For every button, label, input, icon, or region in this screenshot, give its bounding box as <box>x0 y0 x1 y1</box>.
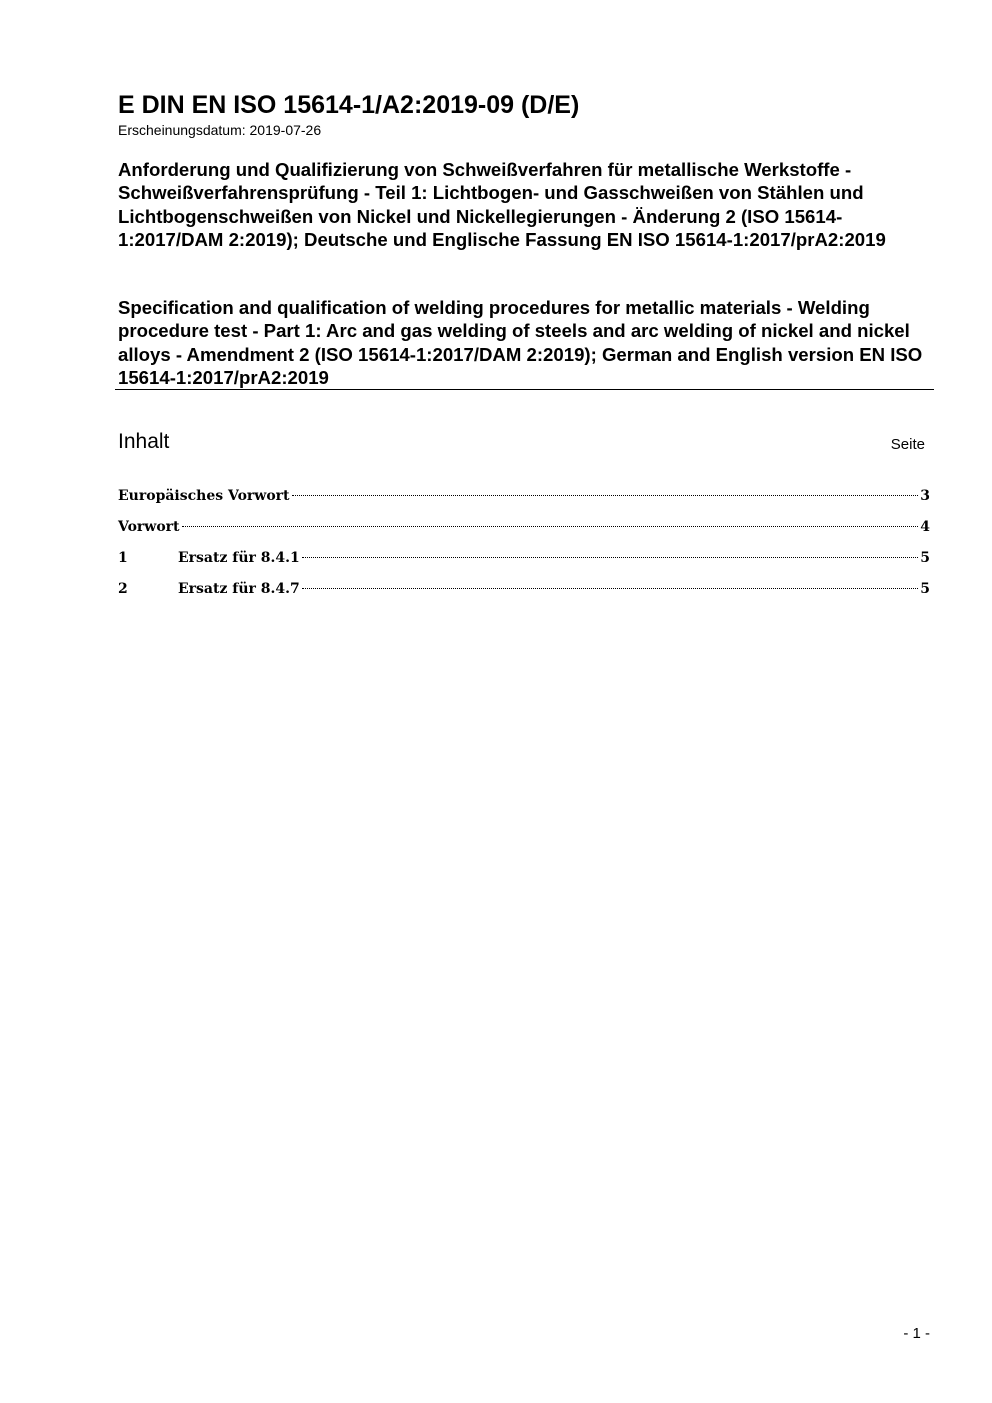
english-title: Specification and qualification of welding procedures for metallic materials - Welding procedure test - Part 1: Arc and gas welding of steels and arc welding of nickel and nickel alloys - Amendment 2 (ISO 15614-1:2017/DAM 2:2019); German and English version EN ISO 15614-1:2017/prA2:2019 <box>118 297 923 388</box>
toc-entry-title: Vorwort <box>118 519 180 535</box>
toc-entry-page: 5 <box>920 581 930 597</box>
toc-entry-page: 3 <box>920 488 930 504</box>
toc-entry-page: 4 <box>920 519 930 535</box>
table-of-contents <box>118 486 930 610</box>
toc-dot-leader <box>302 588 919 589</box>
toc-entry-title: Europäisches Vorwort <box>118 488 290 504</box>
publication-date: Erscheinungsdatum: 2019-07-26 <box>118 122 322 138</box>
toc-entry-title: Ersatz für 8.4.7 <box>178 581 300 597</box>
toc-entry-ersatz-8-4-7[interactable] <box>118 579 930 610</box>
header-divider <box>115 389 934 390</box>
toc-heading: Inhalt <box>118 430 170 453</box>
document-title: E DIN EN ISO 15614-1/A2:2019-09 (D/E) <box>118 91 580 119</box>
toc-entry-europaeisches-vorwort[interactable] <box>118 486 930 517</box>
toc-entry-page: 5 <box>920 550 930 566</box>
page-number: - 1 - <box>903 1325 930 1342</box>
toc-page-label: Seite <box>890 436 925 453</box>
toc-dot-leader <box>302 557 919 558</box>
toc-entry-title: Ersatz für 8.4.1 <box>178 550 300 566</box>
toc-entry-ersatz-8-4-1[interactable] <box>118 548 930 579</box>
german-title: Anforderung und Qualifizierung von Schweißverfahren für metallische Werkstoffe - Schweißverfahrensprüfung - Teil 1: Lichtbogen- und Gasschweißen von Stählen und Lichtbogenschweißen von Nickel und Nickellegierungen - Änderung 2 (ISO 15614-1:2017/DAM 2:2019); Deutsche und Englische Fassung EN ISO 15614-1:2017/prA2:2019 <box>118 159 886 250</box>
toc-entry-vorwort[interactable] <box>118 517 930 548</box>
toc-dot-leader <box>182 526 919 527</box>
toc-entry-number: 2 <box>118 581 128 597</box>
toc-dot-leader <box>292 495 919 496</box>
toc-entry-number: 1 <box>118 550 128 566</box>
